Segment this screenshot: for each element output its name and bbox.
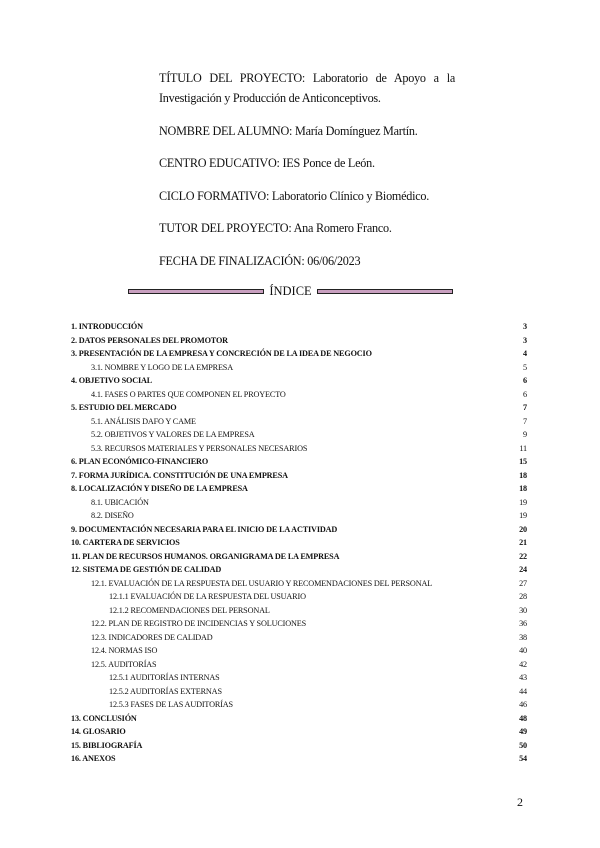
toc-entry-page: 44 (519, 686, 527, 696)
toc-entry-title: 9. DOCUMENTACIÓN NECESARIA PARA EL INICIO DE LA ACTIVIDAD (71, 524, 338, 534)
toc-entry-page: 7 (523, 403, 527, 412)
toc-entry-page: 38 (519, 632, 527, 642)
toc-entry[interactable] (71, 428, 527, 442)
toc-entry[interactable] (71, 617, 527, 631)
toc-entry-title: 12. SISTEMA DE GESTIÓN DE CALIDAD (71, 565, 222, 574)
toc-entry[interactable] (71, 644, 527, 658)
toc-entry-title: 12.5.1 AUDITORÍAS INTERNAS (109, 673, 220, 682)
toc-entry[interactable] (71, 523, 527, 537)
project-title-value: : Laboratorio de Apoyo a la Investigación y Producción de Anticonceptivos. (159, 71, 456, 105)
toc-entry[interactable] (71, 415, 527, 429)
index-right-bar (317, 289, 453, 294)
toc-entry[interactable] (71, 509, 527, 523)
toc-entry-title: 14. GLOSARIO (71, 727, 126, 736)
toc-entry-title: 5.1. ANÁLISIS DAFO Y CAME (91, 416, 196, 426)
toc-entry-title: 3.1. NOMBRE Y LOGO DE LA EMPRESA (91, 362, 233, 372)
toc-entry[interactable] (71, 590, 527, 604)
toc-entry[interactable] (71, 347, 527, 361)
toc-entry-page: 5 (523, 362, 527, 372)
toc-entry-title: 3. PRESENTACIÓN DE LA EMPRESA Y CONCRECIÓN DE LA IDEA DE NEGOCIO (71, 349, 372, 358)
project-title-label: TÍTULO DEL PROYECTO (159, 71, 302, 85)
school-label: CENTRO EDUCATIVO (159, 156, 277, 170)
student-name-value: : María Domínguez Martín. (289, 123, 418, 138)
training-cycle-row (159, 186, 455, 206)
toc-entry-page: 20 (519, 524, 527, 534)
toc-entry-page: 43 (519, 673, 527, 682)
toc-entry-page: 54 (519, 754, 527, 763)
student-name-label: NOMBRE DEL ALUMNO (159, 123, 290, 138)
toc-entry-title: 16. ANEXOS (71, 754, 116, 763)
toc-entry[interactable] (71, 671, 527, 685)
toc-entry-title: 2. DATOS PERSONALES DEL PROMOTOR (71, 335, 228, 345)
toc-entry-page: 4 (523, 349, 527, 358)
toc-entry[interactable] (71, 469, 527, 483)
student-name-row (159, 121, 455, 141)
toc-entry-page: 50 (519, 740, 527, 750)
toc-entry-title: 12.1.2 RECOMENDACIONES DEL PERSONAL (109, 605, 270, 615)
toc-entry[interactable] (71, 361, 527, 375)
end-date-value: : 06/06/2023 (301, 253, 361, 268)
toc-entry[interactable] (71, 752, 527, 766)
toc-entry-title: 5.3. RECURSOS MATERIALES Y PERSONALES NECESARIOS (91, 443, 308, 453)
toc-entry-title: 12.5.2 AUDITORÍAS EXTERNAS (109, 686, 222, 696)
toc-entry-page: 46 (519, 700, 527, 709)
toc-entry-title: 15. BIBLIOGRAFÍA (71, 740, 143, 750)
toc-entry-page: 18 (519, 484, 527, 493)
toc-entry-title: 12.2. PLAN DE REGISTRO DE INCIDENCIAS Y SOLUCIONES (91, 619, 307, 628)
toc-entry[interactable] (71, 577, 527, 591)
toc-entry[interactable] (71, 482, 527, 496)
toc-entry-title: 12.5. AUDITORÍAS (91, 659, 157, 669)
toc-entry-title: 4.1. FASES O PARTES QUE COMPONEN EL PROYECTO (91, 389, 286, 399)
toc-entry[interactable] (71, 334, 527, 348)
toc-entry[interactable] (71, 712, 527, 726)
toc-entry[interactable] (71, 604, 527, 618)
toc-entry[interactable] (71, 455, 527, 469)
toc-entry-page: 22 (519, 551, 527, 561)
toc-entry-page: 7 (523, 416, 527, 426)
toc-entry-page: 3 (523, 322, 527, 331)
toc-entry[interactable] (71, 739, 527, 753)
toc-entry-page: 40 (519, 646, 527, 655)
toc-entry-title: 1. INTRODUCCIÓN (71, 322, 143, 331)
toc-entry[interactable] (71, 496, 527, 510)
toc-entry-page: 49 (519, 727, 527, 736)
toc-entry-title: 8.2. DISEÑO (91, 511, 134, 520)
toc-entry-page: 18 (519, 470, 527, 480)
toc-entry-title: 12.3. INDICADORES DE CALIDAD (91, 632, 213, 642)
toc-entry-page: 15 (519, 457, 527, 466)
toc-entry-title: 8. LOCALIZACIÓN Y DISEÑO DE LA EMPRESA (71, 484, 248, 493)
index-heading (128, 284, 453, 300)
toc-entry-page: 6 (523, 376, 527, 385)
toc-entry-page: 21 (519, 538, 527, 547)
toc-entry[interactable] (71, 401, 527, 415)
toc-entry-page: 42 (519, 659, 527, 669)
page-number: 2 (517, 795, 523, 809)
toc-entry-page: 6 (523, 389, 527, 399)
toc-entry-title: 13. CONCLUSIÓN (71, 713, 137, 723)
toc-entry-title: 6. PLAN ECONÓMICO-FINANCIERO (71, 457, 209, 466)
tutor-row (159, 218, 455, 238)
toc-entry-page: 24 (519, 565, 527, 574)
toc-entry-page: 9 (523, 430, 527, 439)
toc-entry-page: 11 (519, 443, 527, 453)
end-date-row (159, 251, 455, 271)
toc-entry-title: 10. CARTERA DE SERVICIOS (71, 538, 180, 547)
toc-entry-title: 4. OBJETIVO SOCIAL (71, 376, 153, 385)
toc-entry-page: 30 (519, 605, 527, 615)
toc-entry[interactable] (71, 536, 527, 550)
toc-entry[interactable] (71, 388, 527, 402)
toc-entry-title: 12.1.1 EVALUACIÓN DE LA RESPUESTA DEL USUARIO (109, 592, 306, 601)
toc-entry-page: 19 (519, 497, 527, 507)
project-title-row (159, 68, 455, 108)
toc-entry-title: 7. FORMA JURÍDICA. CONSTITUCIÓN DE UNA EMPRESA (71, 470, 288, 480)
tutor-label: TUTOR DEL PROYECTO (159, 221, 289, 235)
toc-entry-page: 28 (519, 592, 527, 601)
school-value: : IES Ponce de León. (276, 156, 375, 170)
toc-entry-page: 19 (519, 511, 527, 520)
toc-entry[interactable] (71, 685, 527, 699)
toc-entry-page: 3 (523, 335, 527, 345)
toc-entry-title: 5. ESTUDIO DEL MERCADO (71, 403, 177, 412)
end-date-label: FECHA DE FINALIZACIÓN (159, 253, 302, 268)
toc-entry[interactable] (71, 698, 527, 712)
toc-entry-page: 36 (519, 619, 527, 628)
tutor-value: : Ana Romero Franco. (288, 221, 392, 235)
school-row (159, 153, 455, 173)
toc-entry[interactable] (71, 320, 527, 334)
toc-entry[interactable] (71, 550, 527, 564)
toc-entry-title: 12.1. EVALUACIÓN DE LA RESPUESTA DEL USUARIO Y RECOMENDACIONES DEL PERSONAL (91, 578, 433, 588)
toc-entry-page: 27 (519, 578, 527, 588)
training-cycle-value: : Laboratorio Clínico y Biomédico. (265, 188, 430, 203)
toc-entry-title: 5.2. OBJETIVOS Y VALORES DE LA EMPRESA (91, 430, 255, 439)
toc-entry-page: 48 (519, 713, 527, 723)
toc-entry-title: 8.1. UBICACIÓN (91, 497, 149, 507)
table-of-contents (71, 320, 527, 766)
toc-entry-title: 12.5.3 FASES DE LAS AUDITORÍAS (109, 700, 233, 709)
toc-entry[interactable] (71, 374, 527, 388)
project-metadata (159, 68, 455, 283)
toc-entry[interactable] (71, 725, 527, 739)
toc-entry[interactable] (71, 563, 527, 577)
toc-entry-title: 11. PLAN DE RECURSOS HUMANOS. ORGANIGRAMA DE LA EMPRESA (71, 551, 340, 561)
toc-entry[interactable] (71, 442, 527, 456)
toc-entry-title: 12.4. NORMAS ISO (91, 646, 158, 655)
training-cycle-label: CICLO FORMATIVO (159, 188, 266, 203)
toc-entry[interactable] (71, 658, 527, 672)
toc-entry[interactable] (71, 631, 527, 645)
index-title: ÍNDICE (269, 284, 312, 298)
